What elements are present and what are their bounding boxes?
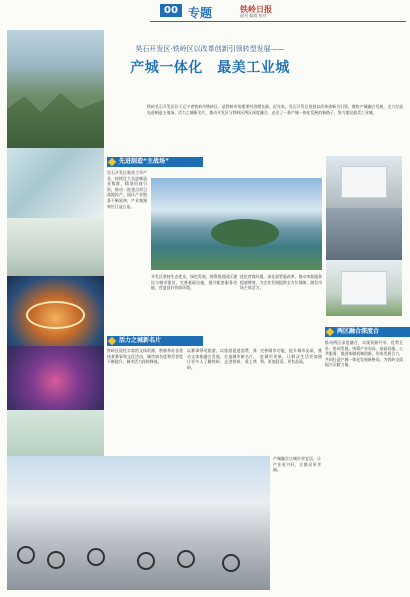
building-image-1 [326,156,402,208]
stadium-image [7,276,104,346]
headline-subtitle: 昊石开发区·铁岭区以改革创新引领转型发展—— [135,45,285,53]
intro-paragraph: 铁岭昊石开发区位于辽宁省铁岭市铁岭区，是铁岭市的重要经济增长极。近年来，昊石开发区坚持以改革创新为引领，聚焦产城融合发展，全力打造先进制造主战场、活力之城新名片，推动开发区与铁岭区两区深度融合，走出了一条产城一体化发展的新路子，努力建设最美工业城。 [147,104,403,115]
header-rule [150,21,406,22]
section-header-manufacturing: 先进制造“主战场” [107,157,203,167]
article-column-mid-1: 开发区坚持生态优先，绿色发展，统筹推进园区建设与城市建设，完善基础设施，提升配套服务功能，营造良好营商环境。 [151,274,237,291]
page-header [0,0,410,22]
worker-image [7,410,104,456]
section-header-integration: 两区融合深度合 [325,327,410,337]
lake-aerial-image [151,178,322,270]
page-number: 00 [160,4,182,17]
headline-title: 产城一体化 最美工业城 [130,60,290,76]
header-meta: 副刊 编辑 校对 [240,13,267,18]
article-column-mid-2: 优化营商环境，深化放管服改革，推动审批服务提速增效，为企业发展提供全方位保障，激发市场主体活力。 [240,274,322,291]
building-image-3 [326,260,402,316]
cycling-race-image [7,456,270,590]
article-column-vitality-3: 完善城市功能，提升城市品质，推进城市更新，让群众生活更加便利、更加舒适、更有品质。 [260,348,322,365]
section-header-vitality: 活力之城新名片 [107,336,203,346]
factory-image [7,218,104,276]
article-column-1: 昊石开发区聚焦主导产业，持续壮大先进制造业集群，精准招商引资，推动一批重点项目落地投产，园区产业链条不断延伸，产业集聚效应日益凸显。 [107,170,147,209]
article-column-bottom: 产城融合让城市更宜居，让产业更兴旺，让群众更幸福。 [273,456,321,473]
article-column-vitality-1: 铁岭区依托丰富的文体资源，积极举办各类体育赛事和文化活动，城市知名度和美誉度不断提升，城市活力持续释放。 [107,348,183,365]
article-column-vitality-2: 以赛事带动旅游、以旅游促进消费，推动文体旅融合发展，打造城市新名片，让更多人了解铁岭、走进铁岭、爱上铁岭。 [187,348,257,370]
building-image-2 [326,208,402,260]
laboratory-image [7,148,104,218]
article-column-right: 推动两区深度融合，实现资源共享、优势互补、协同发展。统筹产业布局、基础设施、公共服务，推进体制机制创新，形成发展合力，共同打造产城一体化发展新格局，为铁岭全面振兴贡献力量。 [325,340,403,368]
event-hall-image [7,346,104,410]
section-tag: 专题 [188,6,213,20]
paper-logo: 铁岭日报 [240,4,272,14]
aerial-view-image [7,30,104,148]
